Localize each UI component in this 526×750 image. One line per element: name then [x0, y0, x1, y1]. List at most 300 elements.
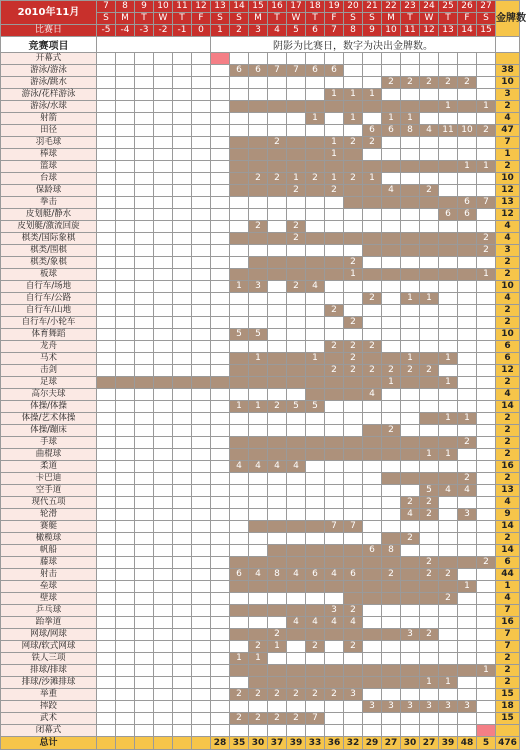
schedule-cell: [477, 677, 496, 689]
competition-day-cell: 2: [325, 185, 344, 197]
schedule-cell: [97, 413, 116, 425]
schedule-cell: [477, 545, 496, 557]
schedule-cell: [439, 53, 458, 65]
competition-day-cell: [344, 161, 363, 173]
competition-day-cell: -5: [97, 25, 116, 37]
competition-day-cell: [287, 353, 306, 365]
schedule-cell: [439, 113, 458, 125]
competition-day-cell: 2: [477, 245, 496, 257]
schedule-cell: [306, 221, 325, 233]
schedule-cell: [116, 497, 135, 509]
competition-day-cell: [401, 269, 420, 281]
schedule-cell: [249, 473, 268, 485]
competition-day-cell: [192, 377, 211, 389]
schedule-cell: [401, 65, 420, 77]
event-gold-medals: 16: [496, 617, 520, 629]
competition-day-cell: [363, 269, 382, 281]
schedule-cell: [97, 425, 116, 437]
schedule-cell: [325, 125, 344, 137]
schedule-cell: [173, 125, 192, 137]
legend-spacer: [97, 37, 211, 53]
event-gold-medals: 2: [496, 377, 520, 389]
competition-day-cell: [325, 161, 344, 173]
competition-day-cell: 1: [439, 449, 458, 461]
competition-day-cell: [249, 665, 268, 677]
schedule-cell: [173, 521, 192, 533]
schedule-cell: [344, 653, 363, 665]
date-cell: 25: [439, 1, 458, 13]
competition-day-cell: [249, 629, 268, 641]
competition-day-cell: 2: [344, 641, 363, 653]
schedule-cell: [173, 437, 192, 449]
schedule-cell: [173, 629, 192, 641]
competition-day-cell: [401, 437, 420, 449]
schedule-cell: [420, 173, 439, 185]
schedule-cell: [458, 341, 477, 353]
competition-day-cell: 4: [420, 125, 439, 137]
competition-day-cell: 10: [458, 125, 477, 137]
competition-day-cell: 1: [382, 113, 401, 125]
schedule-cell: [439, 365, 458, 377]
schedule-cell: [154, 677, 173, 689]
schedule-cell: [116, 233, 135, 245]
event-row: [1, 485, 520, 497]
schedule-cell: [135, 341, 154, 353]
schedule-cell: [458, 89, 477, 101]
schedule-cell: [306, 593, 325, 605]
schedule-cell: [211, 665, 230, 677]
schedule-cell: [401, 725, 420, 737]
event-gold-medals: 38: [496, 65, 520, 77]
schedule-cell: [344, 497, 363, 509]
schedule-cell: [97, 353, 116, 365]
schedule-cell: [325, 485, 344, 497]
competition-day-cell: 5: [249, 329, 268, 341]
competition-day-cell: [268, 557, 287, 569]
event-gold-medals: 14: [496, 521, 520, 533]
competition-day-cell: 6: [363, 125, 382, 137]
competition-day-cell: 2: [401, 77, 420, 89]
schedule-cell: [439, 497, 458, 509]
schedule-cell: [439, 521, 458, 533]
event-row: [1, 653, 520, 665]
schedule-cell: [268, 497, 287, 509]
event-row: [1, 689, 520, 701]
schedule-cell: [287, 317, 306, 329]
event-name: 游泳/花样游泳: [1, 89, 97, 101]
schedule-cell: [173, 449, 192, 461]
schedule-cell: [477, 53, 496, 65]
schedule-cell: [401, 413, 420, 425]
schedule-cell: [116, 641, 135, 653]
schedule-cell: [287, 725, 306, 737]
schedule-cell: [458, 53, 477, 65]
schedule-cell: [192, 485, 211, 497]
competition-day-cell: 5: [230, 329, 249, 341]
competition-day-cell: 7: [268, 65, 287, 77]
schedule-cell: [382, 317, 401, 329]
competition-day-cell: [458, 233, 477, 245]
competition-day-cell: 2: [420, 365, 439, 377]
competition-day-cell: [382, 233, 401, 245]
schedule-cell: [325, 413, 344, 425]
competition-day-cell: [363, 593, 382, 605]
schedule-cell: [116, 713, 135, 725]
schedule-cell: [97, 617, 116, 629]
competition-day-cell: 1: [268, 641, 287, 653]
schedule-cell: [173, 533, 192, 545]
event-gold-medals: 16: [496, 461, 520, 473]
competition-day-cell: 2: [268, 629, 287, 641]
competition-day-cell: [268, 665, 287, 677]
schedule-cell: [249, 509, 268, 521]
schedule-cell: [230, 305, 249, 317]
schedule-cell: [173, 725, 192, 737]
schedule-cell: [135, 509, 154, 521]
competition-day-cell: [344, 389, 363, 401]
schedule-cell: [192, 437, 211, 449]
schedule-cell: [477, 461, 496, 473]
schedule-cell: [439, 725, 458, 737]
schedule-cell: [173, 581, 192, 593]
schedule-cell: [325, 461, 344, 473]
event-gold-medals: 6: [496, 353, 520, 365]
date-cell: 21: [363, 1, 382, 13]
schedule-cell: [154, 401, 173, 413]
schedule-cell: [477, 509, 496, 521]
schedule-cell: [135, 629, 154, 641]
schedule-cell: [230, 485, 249, 497]
schedule-cell: [192, 329, 211, 341]
competition-day-cell: 7: [344, 521, 363, 533]
competition-day-cell: 6: [458, 197, 477, 209]
event-name: 羽毛球: [1, 137, 97, 149]
competition-day-cell: 3: [401, 701, 420, 713]
schedule-cell: [97, 77, 116, 89]
competition-day-cell: 3: [363, 701, 382, 713]
schedule-cell: [211, 497, 230, 509]
schedule-cell: [116, 293, 135, 305]
schedule-cell: [249, 293, 268, 305]
schedule-cell: [173, 281, 192, 293]
competition-day-cell: [287, 161, 306, 173]
schedule-cell: [192, 641, 211, 653]
schedule-cell: [192, 689, 211, 701]
competition-day-cell: [363, 101, 382, 113]
competition-day-cell: [401, 233, 420, 245]
schedule-cell: [287, 701, 306, 713]
competition-day-cell: [439, 665, 458, 677]
competition-day-cell: [287, 665, 306, 677]
schedule-cell: [135, 665, 154, 677]
competition-day-cell: [249, 185, 268, 197]
event-name: 柔道: [1, 461, 97, 473]
schedule-cell: [230, 425, 249, 437]
schedule-cell: [211, 77, 230, 89]
competition-day-cell: 1: [211, 25, 230, 37]
schedule-cell: [287, 209, 306, 221]
competition-day-cell: [249, 101, 268, 113]
competition-day-cell: [344, 545, 363, 557]
schedule-cell: [135, 365, 154, 377]
schedule-cell: [306, 653, 325, 665]
schedule-cell: [211, 437, 230, 449]
schedule-cell: [420, 713, 439, 725]
schedule-cell: [439, 89, 458, 101]
competition-day-cell: -2: [154, 25, 173, 37]
event-name: 田径: [1, 125, 97, 137]
schedule-cell: [401, 53, 420, 65]
competition-day-cell: [287, 437, 306, 449]
schedule-cell: [192, 521, 211, 533]
schedule-cell: [363, 461, 382, 473]
competition-day-cell: [268, 161, 287, 173]
schedule-cell: [173, 545, 192, 557]
event-name: 排球/排球: [1, 665, 97, 677]
schedule-cell: [135, 677, 154, 689]
schedule-cell: [154, 197, 173, 209]
schedule-cell: [458, 185, 477, 197]
schedule-cell: [382, 617, 401, 629]
schedule-cell: [382, 149, 401, 161]
schedule-cell: [477, 605, 496, 617]
schedule-cell: [458, 569, 477, 581]
competition-day-cell: 9: [363, 25, 382, 37]
event-row: [1, 53, 520, 65]
competition-day-cell: 6: [306, 25, 325, 37]
schedule-cell: [97, 245, 116, 257]
schedule-cell: [173, 605, 192, 617]
schedule-cell: [116, 149, 135, 161]
schedule-cell: [420, 341, 439, 353]
schedule-cell: [420, 329, 439, 341]
schedule-cell: [401, 341, 420, 353]
event-gold-medals: 7: [496, 641, 520, 653]
event-name: 壁球: [1, 593, 97, 605]
competition-day-cell: 4: [363, 389, 382, 401]
schedule-cell: [230, 257, 249, 269]
schedule-cell: [116, 389, 135, 401]
event-gold-medals: 4: [496, 221, 520, 233]
event-name: 现代五项: [1, 497, 97, 509]
schedule-cell: [135, 353, 154, 365]
competition-day-cell: [306, 161, 325, 173]
schedule-cell: [458, 461, 477, 473]
competition-day-cell: [325, 353, 344, 365]
competition-day-cell: 4: [382, 185, 401, 197]
schedule-cell: [97, 593, 116, 605]
competition-day-cell: [287, 257, 306, 269]
event-gold-medals: 10: [496, 173, 520, 185]
competition-day-cell: [382, 629, 401, 641]
event-name: 体育舞蹈: [1, 329, 97, 341]
schedule-cell: [287, 293, 306, 305]
competition-day-cell: [249, 365, 268, 377]
competition-day-cell: [420, 197, 439, 209]
schedule-cell: [154, 665, 173, 677]
schedule-cell: [192, 401, 211, 413]
event-name: 马术: [1, 353, 97, 365]
competition-day-cell: 6: [344, 569, 363, 581]
weekday-cell: T: [135, 13, 154, 25]
competition-day-cell: 3: [401, 629, 420, 641]
schedule-cell: [420, 113, 439, 125]
schedule-cell: [97, 89, 116, 101]
schedule-cell: [363, 329, 382, 341]
schedule-cell: [135, 485, 154, 497]
competition-day-cell: 11: [401, 25, 420, 37]
event-gold-medals: 2: [496, 161, 520, 173]
schedule-cell: [211, 713, 230, 725]
schedule-cell: [230, 113, 249, 125]
schedule-cell: [249, 341, 268, 353]
schedule-cell: [306, 305, 325, 317]
schedule-cell: [439, 173, 458, 185]
competition-day-cell: 6: [363, 545, 382, 557]
competition-day-cell: [211, 377, 230, 389]
schedule-cell: [439, 401, 458, 413]
event-name: 垒球: [1, 581, 97, 593]
schedule-cell: [192, 161, 211, 173]
competition-day-cell: 1: [439, 413, 458, 425]
schedule-cell: [439, 713, 458, 725]
competition-day-cell: [458, 665, 477, 677]
schedule-cell: [230, 641, 249, 653]
schedule-cell: [268, 89, 287, 101]
date-cell: 23: [401, 1, 420, 13]
schedule-cell: [116, 533, 135, 545]
closing-ceremony-cell: [477, 725, 496, 737]
events-column-label: 竞赛项目: [1, 37, 97, 53]
competition-day-cell: 2: [344, 353, 363, 365]
competition-day-cell: 4: [458, 485, 477, 497]
schedule-cell: [287, 113, 306, 125]
schedule-cell: [268, 593, 287, 605]
weekday-cell: M: [382, 13, 401, 25]
schedule-cell: [287, 593, 306, 605]
schedule-cell: [249, 485, 268, 497]
schedule-cell: [439, 329, 458, 341]
schedule-cell: [306, 317, 325, 329]
competition-day-cell: [363, 437, 382, 449]
schedule-cell: [173, 713, 192, 725]
competition-day-cell: [249, 437, 268, 449]
competition-day-cell: 2: [325, 305, 344, 317]
schedule-cell: [458, 725, 477, 737]
competition-day-cell: 3: [249, 25, 268, 37]
competition-day-cell: 0: [192, 25, 211, 37]
schedule-cell: [173, 341, 192, 353]
competition-day-cell: 4: [306, 617, 325, 629]
event-gold-medals: 9: [496, 509, 520, 521]
schedule-cell: [97, 329, 116, 341]
schedule-cell: [116, 545, 135, 557]
schedule-cell: [192, 677, 211, 689]
competition-day-cell: [249, 557, 268, 569]
schedule-cell: [344, 305, 363, 317]
competition-day-cell: [363, 353, 382, 365]
schedule-cell: [458, 317, 477, 329]
schedule-cell: [173, 161, 192, 173]
schedule-cell: [135, 161, 154, 173]
schedule-cell: [344, 713, 363, 725]
competition-day-cell: [439, 581, 458, 593]
competition-day-cell: 2: [287, 221, 306, 233]
schedule-cell: [439, 221, 458, 233]
schedule-cell: [116, 413, 135, 425]
event-gold-medals: 2: [496, 257, 520, 269]
competition-day-cell: 1: [249, 353, 268, 365]
schedule-cell: [97, 665, 116, 677]
competition-day-cell: [268, 257, 287, 269]
competition-day-cell: 2: [420, 509, 439, 521]
competition-day-cell: 2: [477, 125, 496, 137]
weekday-cell: M: [116, 13, 135, 25]
competition-day-cell: [230, 629, 249, 641]
schedule-cell: [363, 497, 382, 509]
schedule-cell: [477, 713, 496, 725]
event-row: [1, 569, 520, 581]
competition-day-cell: [306, 389, 325, 401]
event-row: [1, 605, 520, 617]
schedule-cell: [306, 509, 325, 521]
schedule-cell: [154, 89, 173, 101]
schedule-cell: [477, 425, 496, 437]
competition-day-cell: [268, 365, 287, 377]
schedule-cell: [154, 281, 173, 293]
competition-day-cell: 5: [287, 401, 306, 413]
schedule-cell: [439, 341, 458, 353]
schedule-cell: [458, 389, 477, 401]
event-row: [1, 113, 520, 125]
schedule-cell: [116, 77, 135, 89]
date-cell: 17: [287, 1, 306, 13]
schedule-cell: [211, 317, 230, 329]
schedule-cell: [192, 101, 211, 113]
schedule-cell: [458, 545, 477, 557]
competition-day-cell: [249, 677, 268, 689]
schedule-cell: [344, 77, 363, 89]
competition-day-cell: [458, 557, 477, 569]
schedule-cell: [135, 593, 154, 605]
schedule-cell: [135, 641, 154, 653]
schedule-cell: [420, 725, 439, 737]
competition-day-cell: 8: [268, 569, 287, 581]
competition-day-cell: 8: [344, 25, 363, 37]
schedule-cell: [363, 509, 382, 521]
competition-day-cell: [268, 449, 287, 461]
competition-day-cell: 7: [477, 197, 496, 209]
schedule-cell: [230, 389, 249, 401]
competition-day-cell: [439, 197, 458, 209]
schedule-cell: [420, 545, 439, 557]
competition-day-cell: 1: [230, 653, 249, 665]
event-row: [1, 353, 520, 365]
schedule-cell: [249, 701, 268, 713]
schedule-cell: [439, 317, 458, 329]
schedule-cell: [287, 509, 306, 521]
schedule-cell: [382, 305, 401, 317]
competition-day-cell: [230, 581, 249, 593]
totals-label: 总计: [1, 737, 97, 750]
schedule-cell: [135, 701, 154, 713]
competition-day-cell: 2: [230, 25, 249, 37]
schedule-cell: [249, 317, 268, 329]
schedule-cell: [363, 605, 382, 617]
schedule-cell: [97, 173, 116, 185]
schedule-cell: [154, 113, 173, 125]
schedule-cell: [192, 137, 211, 149]
